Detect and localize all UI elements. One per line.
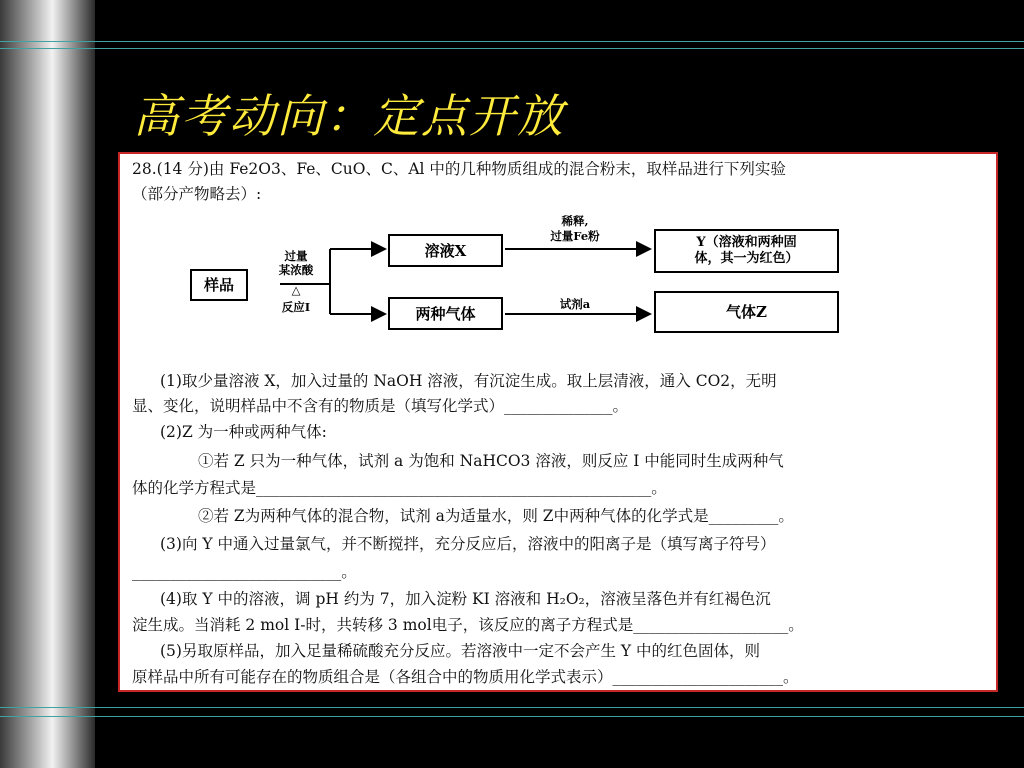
reagent-a-label: 试剂a	[559, 297, 591, 311]
question-line-2: （部分产物略去）:	[132, 185, 262, 203]
top-rule-2	[0, 48, 1024, 49]
part-5-line-1: (5)另取原样品，加入足量稀硫酸充分反应。若溶液中一定不会产生 Y 中的红色固体，则	[160, 642, 761, 660]
part-2-heading: (2)Z 为一种或两种气体:	[160, 423, 327, 441]
fe-powder-label: 过量Fe粉	[550, 229, 600, 243]
y-box-line-2: 体，其一为红色）	[694, 251, 799, 266]
bottom-rule	[0, 707, 1024, 708]
part-1-line-2: 显、变化，说明样品中不含有的物质是（填写化学式）______________。	[132, 397, 629, 415]
part-3-line-1: (3)向 Y 中通入过量氯气，并不断搅拌，充分反应后，溶液中的阳离子是（填写离子符号）	[160, 535, 776, 553]
part-4-line-2: 淀生成。当消耗 2 mol I-时，共转移 3 mol电子，该反应的离子方程式是____________________。	[132, 616, 804, 634]
reaction-label: 反应Ⅰ	[281, 300, 311, 314]
part-2-a-line-1: ①若 Z 只为一种气体，试剂 a 为饱和 NaHCO3 溶液，则反应 I 中能同时生成两种气	[198, 452, 784, 470]
top-rule	[0, 41, 1024, 42]
sample-box: 样品	[190, 269, 248, 301]
reagent-label-b: 某浓酸	[278, 263, 314, 277]
two-gases-box: 两种气体	[388, 297, 503, 330]
part-2-b: ②若 Z为两种气体的混合物，试剂 a为适量水，则 Z中两种气体的化学式是_________。	[198, 507, 794, 525]
part-3-line-2: ___________________________。	[132, 563, 357, 581]
part-4-line-1: (4)取 Y 中的溶液，调 pH 约为 7，加入淀粉 KI 溶液和 H₂O₂，溶液呈落色并有红褐色沉	[160, 590, 771, 608]
slide-left-gradient-bar	[0, 0, 95, 768]
reagent-label-a: 过量	[284, 249, 308, 263]
part-5-line-2: 原样品中所有可能存在的物质组合是（各组合中的物质用化学式表示）______________________。	[132, 668, 799, 686]
question-panel	[118, 152, 998, 692]
gas-z-box: 气体Z	[654, 291, 839, 333]
question-line-1: 28.(14 分)由 Fe2O3、Fe、CuO、C、Al 中的几种物质组成的混合粉末，取样品进行下列实验	[132, 160, 786, 178]
slide-title: 高考动向：定点开放	[133, 89, 565, 143]
bottom-rule-2	[0, 716, 1024, 717]
dilute-label: 稀释,	[561, 214, 589, 228]
heat-symbol: △	[291, 283, 301, 297]
y-box-line-1: Y（溶液和两种固	[696, 235, 797, 251]
part-2-a-line-2: 体的化学方程式是___________________________________________________。	[132, 479, 667, 497]
part-1-line-1: (1)取少量溶液 X，加入过量的 NaOH 溶液，有沉淀生成。取上层清液，通入 CO2，无明	[160, 372, 777, 390]
y-box	[654, 229, 839, 273]
solution-x-box: 溶液X	[388, 234, 503, 267]
